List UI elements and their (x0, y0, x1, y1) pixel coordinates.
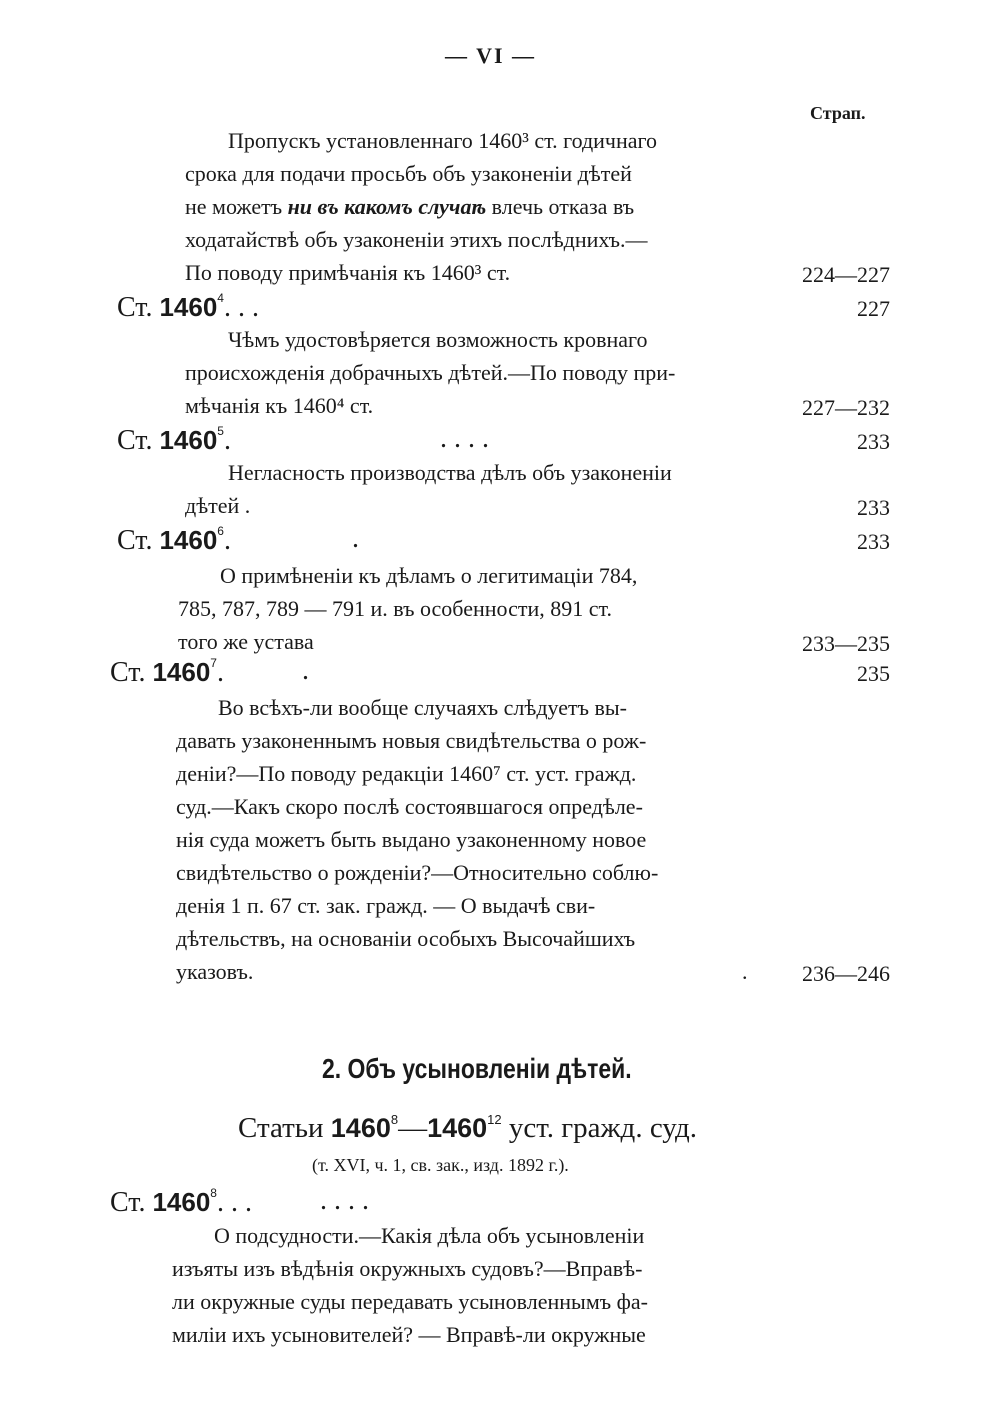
article-heading (110, 1187, 252, 1217)
leader-dots: . . . (216, 1187, 252, 1218)
subtitle-text: уст. гражд. суд. (508, 1112, 697, 1144)
text-line: Чѣмъ удостовѣряется возможность кровнаго (228, 327, 648, 352)
text-line: миліи ихъ усыновителей? — Вправѣ-ли окружные (172, 1322, 646, 1347)
text-line: ли окружные суды передавать усыновленнымъ фа- (172, 1289, 648, 1314)
text-line: дѣтей . (185, 493, 251, 518)
section-title: 2. Объ усыновленіи дѣтей. (322, 1053, 632, 1084)
page-range: 236—246 (802, 961, 890, 986)
article-number: 1460 (427, 1113, 488, 1143)
articles-subtitle (238, 1112, 697, 1145)
text-line: Во всѣхъ-ли вообще случаяхъ слѣдуетъ вы- (218, 695, 627, 720)
article-number: 1460 (159, 292, 218, 322)
article-superscript: 6 (217, 524, 224, 538)
article-superscript: 12 (487, 1112, 502, 1127)
article-prefix: Ст. (117, 425, 153, 456)
text-fragment: не можетъ (185, 194, 288, 219)
article-prefix: Ст. (110, 657, 146, 688)
text-line: ходатайствѣ объ узаконеніи этихъ послѣднихъ.— (185, 227, 648, 252)
article-superscript: 8 (210, 1186, 217, 1200)
article-heading (117, 292, 259, 322)
page-number-ref: 235 (857, 661, 890, 686)
pages-column-label: Страп. (810, 103, 866, 123)
text-line: Пропускъ установленнаго 1460³ ст. годичнаго (228, 128, 658, 153)
text-fragment: влечь отказа въ (486, 194, 635, 219)
leader-dots: . (302, 655, 309, 686)
leader-dots: . . . . (440, 423, 489, 454)
leader-dots: . (742, 959, 748, 984)
text-line: мѣчанія къ 1460⁴ ст. (185, 393, 374, 418)
page-range: 227—232 (802, 395, 890, 420)
article-superscript: 7 (210, 656, 217, 670)
text-line: О примѣненіи къ дѣламъ о легитимаціи 784, (220, 563, 638, 588)
range-dash: — (398, 1112, 428, 1144)
leader-dots: . (216, 657, 224, 688)
article-superscript: 5 (217, 424, 224, 438)
article-superscript: 8 (390, 1112, 399, 1127)
leader-dots: . . . (223, 292, 259, 323)
article-prefix: Ст. (110, 1187, 146, 1218)
text-line (185, 196, 634, 218)
text-line: денія 1 п. 67 ст. зак. гражд. — О выдачѣ сви- (176, 893, 596, 918)
text-line: Негласность производства дѣлъ объ узаконеніи (228, 460, 672, 485)
text-line: происхожденія добрачныхъ дѣтей.—По поводу при- (185, 360, 676, 385)
page-number: — VI — (445, 43, 537, 68)
text-line: 785, 787, 789 — 791 и. въ особенности, 891 ст. (178, 596, 612, 621)
leader-dots: . (223, 525, 231, 556)
page-range: 233—235 (802, 631, 890, 656)
article-number: 1460 (330, 1113, 391, 1143)
italic-phrase: ни въ какомъ случаѣ (287, 194, 487, 219)
article-prefix: Ст. (117, 292, 153, 323)
article-number: 1460 (159, 425, 218, 455)
text-line: того же устава (178, 629, 314, 654)
source-citation: (т. XVI, ч. 1, св. зак., изд. 1892 г.). (312, 1155, 569, 1175)
text-line: По поводу примѣчанія къ 1460³ ст. (185, 260, 511, 285)
article-heading (117, 525, 231, 555)
page-number-ref: 227 (857, 296, 890, 321)
text-line: изъяты изъ вѣдѣнія окружныхъ судовъ?—Вправѣ- (172, 1256, 643, 1281)
page-range: 224—227 (802, 262, 890, 287)
page-number-ref: 233 (857, 529, 890, 554)
article-prefix: Ст. (117, 525, 153, 556)
text-line: срока для подачи просьбъ объ узаконеніи дѣтей (185, 161, 632, 186)
leader-dots: . (352, 523, 359, 554)
text-line: суд.—Какъ скоро послѣ состоявшагося опредѣле- (176, 794, 643, 819)
article-number: 1460 (159, 525, 218, 555)
text-line: деніи?—По поводу редакціи 1460⁷ ст. уст. гражд. (176, 761, 637, 786)
leader-dots: . . . . (320, 1185, 369, 1216)
leader-dots: . (223, 425, 231, 456)
text-line: дѣтельствъ, на основаніи особыхъ Высочайшихъ (176, 926, 636, 951)
article-number: 1460 (152, 1187, 211, 1217)
text-line: свидѣтельство о рожденіи?—Относительно соблю- (176, 860, 659, 885)
text-line: давать узаконеннымъ новыя свидѣтельства о рож- (176, 728, 647, 753)
subtitle-text: Статьи (238, 1112, 324, 1144)
article-heading (117, 425, 231, 455)
article-number: 1460 (152, 657, 211, 687)
text-line: указовъ. (176, 959, 254, 984)
page-number-ref: 233 (857, 495, 890, 520)
article-heading (110, 657, 224, 687)
article-superscript: 4 (217, 291, 224, 305)
page-number-ref: 233 (857, 429, 890, 454)
text-line: нія суда можетъ быть выдано узаконенному новое (176, 827, 647, 852)
text-line: О подсудности.—Какія дѣла объ усыновленіи (214, 1223, 645, 1248)
